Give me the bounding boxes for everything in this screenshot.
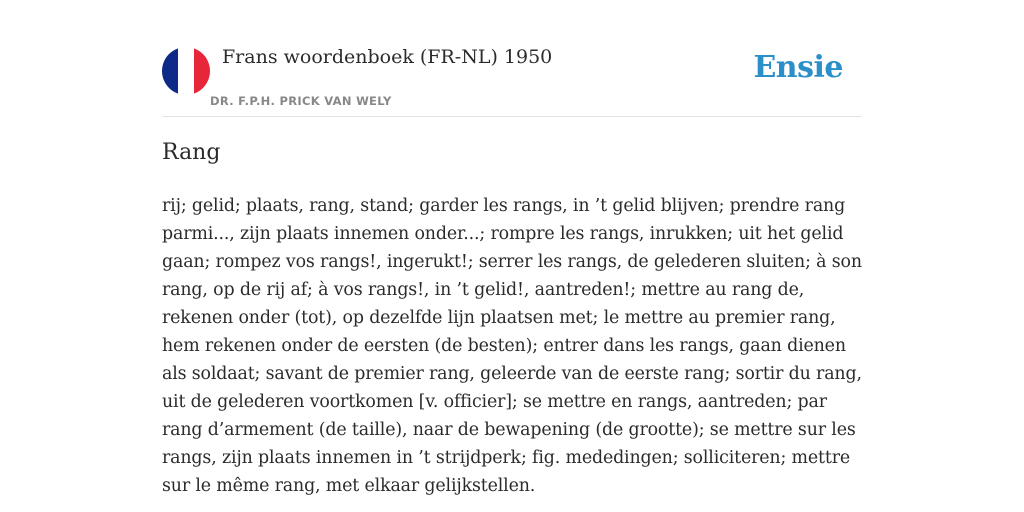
- entry-card: [162, 0, 862, 512]
- entry-definition: rij; gelid; plaats, rang, stand; garder les rangs, in ’t gelid blijven; prendre rang parmi..., zijn plaats innemen onder...; rompre les rangs, inrukken; uit het gelid gaan; rompez vos rangs!, ingerukt!; serrer les rangs, de gelederen sluiten; à son rang, op de rij af; à vos rangs!, in ’t gelid!, aantreden!; mettre au rang de, rekenen onder (tot), op dezelfde lijn plaatsen met; le mettre au premier rang, hem rekenen onder de eersten (de besten); entrer dans les rangs, gaan dienen als soldaat; savant de premier rang, geleerde van de eerste rang; sortir du rang, uit de gelederen voortkomen [v. officier]; se mettre en rangs, aantreden; par rang d’armement (de taille), naar de bewapening (de grootte); se mettre sur les rangs, zijn plaats innemen in ’t strijdperk; fig. mededingen; solliciteren; mettre sur le même rang, met elkaar gelijkstellen.: [162, 196, 862, 496]
- ensie-logo-link[interactable]: Ensie: [753, 50, 843, 85]
- dictionary-title[interactable]: Frans woordenboek (FR-NL) 1950: [222, 46, 553, 68]
- dictionary-author: DR. F.P.H. PRICK VAN WELY: [210, 94, 392, 108]
- dictionary-header: [162, 0, 862, 117]
- french-flag-icon: [162, 47, 210, 95]
- entry-headword: Rang: [162, 140, 221, 165]
